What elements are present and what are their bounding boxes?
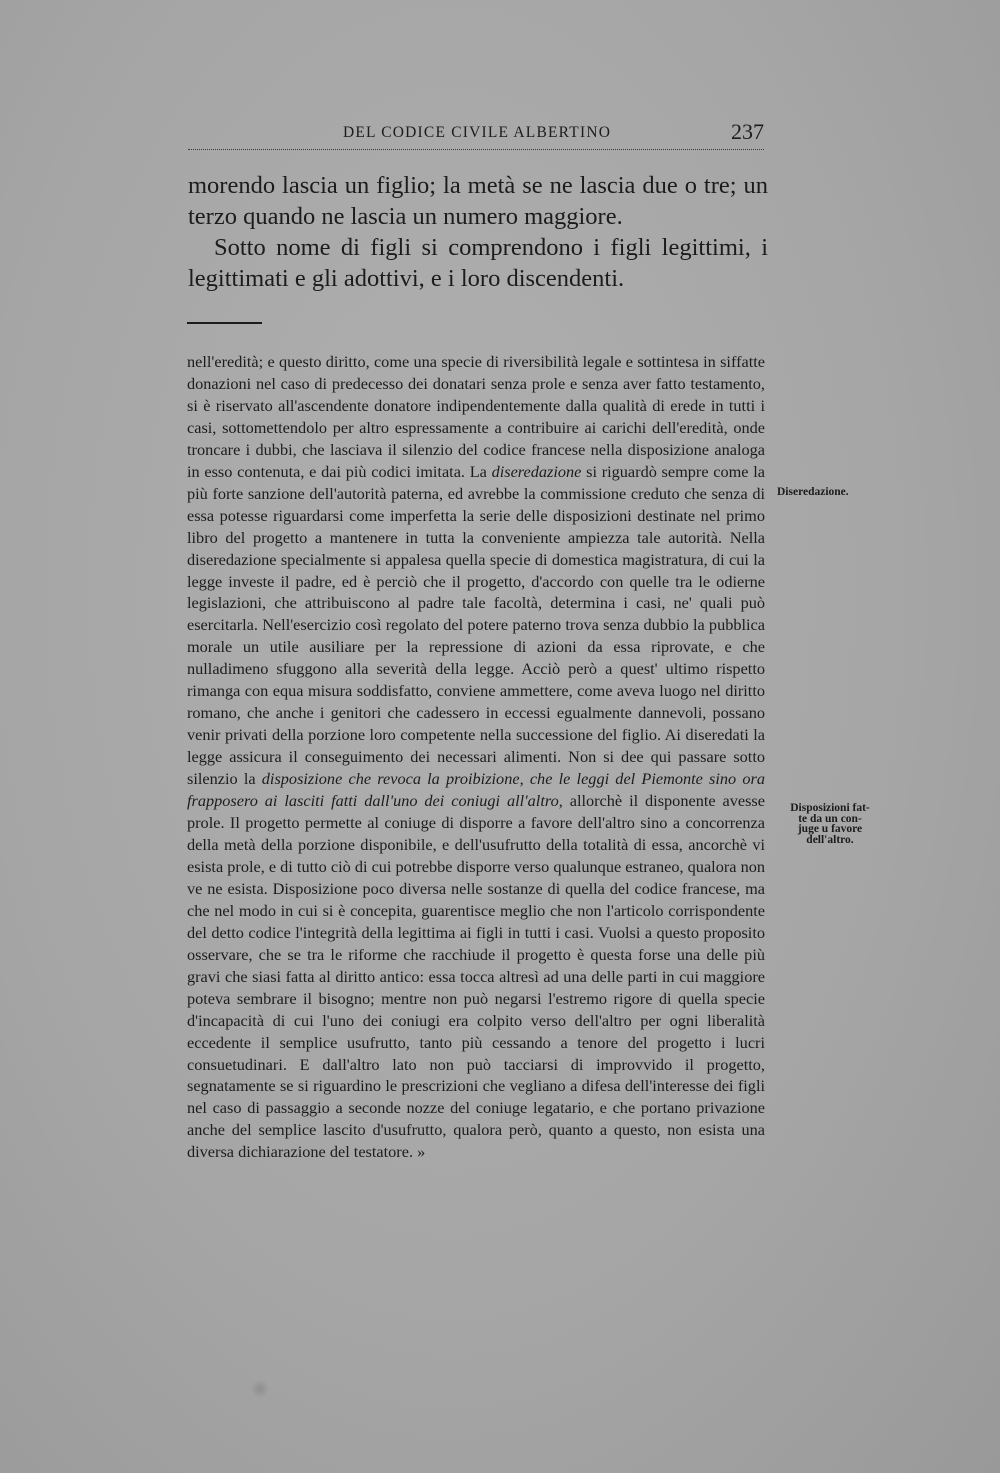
header-rule [188, 149, 764, 150]
footnote-paragraph [187, 351, 765, 1163]
page-number: 237 [731, 119, 764, 144]
body-italic-disposizione: disposizione che revoca la proibizione, che le leggi del Piemonte sino ora frapposero ai lasciti fatti dall'uno dei coniugi all'altro [187, 769, 766, 811]
body-italic-diseredazione: diseredazione [491, 461, 582, 481]
margin-note-line: te da un con- [798, 812, 862, 825]
margin-note-diseredazione: Diseredazione. [777, 486, 849, 498]
lead-paragraph-2: Sotto nome di figli si comprendono i figli legittimi, i legittimati e gli adottivi, e i loro discendenti. [188, 234, 768, 292]
running-title: DEL CODICE CIVILE ALBERTINO [343, 124, 612, 141]
body-segment-1: nell'eredità; e questo diritto, come una specie di riversibilità legale e sottintesa in siffatte donazioni nel caso di predecesso dei donatari senza prole e senza aver fatto testamento, si è riservato all'ascendente donatore indipendentemente dalla qualità di erede in tutti i casi, sottomettendolo per altro espressamente a contribuire ai carichi dell'eredità, onde troncare i dubbi, che lasciava il silenzio del codice francese nella disposizione analoga in esso contenuta, e dai più codici imitata. La [187, 352, 765, 481]
footnote-text [187, 351, 765, 1163]
margin-note-line: dell'altro. [806, 833, 854, 846]
margin-note-line: Disposizioni fat- [790, 802, 870, 814]
margin-note-line: juge u favore [797, 823, 863, 835]
lead-paragraph-1: morendo lascia un figlio; la metà se ne lascia due o tre; un terzo quando ne lascia un numero maggiore. [188, 172, 768, 230]
body-segment-2: si riguardò sempre come la più forte sanzione dell'autorità paterna, ed avrebbe la commissione creduto che senza di essa potesse riguardarsi come imperfetta la serie delle disposizioni destinate nel primo libro del progetto a mantenere in tutta la conveniente ampiezza tale autorità. Nella diseredazione specialmente si appalesa quella specie di domestica magistratura, di cui la legge investe il padre, ed è perciò che il progetto, d'accordo con quelle tra le odierne legislazioni, che attribuiscono al padre tale facoltà, determina i casi, ne' quali può esercitarla. Nell'esercizio così regolato del potere paterno trova senza dubbio la pubblica morale un utile ausiliare per la repressione di azioni da essa riprovate, e che nulladimeno sfuggono alla severità della legge. Acciò però a quest' ultimo rispetto rimanga con equa misura soddisfatto, conviene ammettere, come aveva luogo nel diritto romano, che anche i genitori che cadessero in eccessi egualmente dannevoli, possano venir privati della porzione loro competente nella successione del figlio. Ai diseredati la legge assicura il conseguimento dei necessari alimenti. Non si dee qui passare sotto silenzio la [187, 461, 765, 789]
margin-note-disposizioni [778, 803, 882, 845]
lead-paragraphs [188, 170, 768, 294]
running-head [188, 119, 764, 152]
paper-speck [250, 1380, 270, 1398]
body-segment-3: , allorchè il disponente avesse prole. Il progetto permette al coniuge di disporre a favore dell'altro sino a concorrenza della metà della porzione disponibile, e dell'usufrutto della totalità di essa, ancorchè vi esista prole, e di tutto ciò di cui potrebbe disporre verso qualunque estraneo, qualora non ve ne esista. Disposizione poco diversa nelle sostanze di quella del codice francese, ma che nel modo in cui si è concepita, guarentisce meglio che non l'articolo corrispondente del detto codice l'integrità della legittima ai figli in tutti i casi. Vuolsi a questo proposito osservare, che se tra le riforme che racchiude il progetto è questa forse una delle più gravi che siasi fatta al diritto antico: essa tocca altresì ad una delle parti in cui maggiore poteva sembrare il bisogno; mentre non può negarsi l'estremo rigore di quella specie d'incapacità di cui l'uno dei coniugi era colpito verso dell'altro per ogni liberalità eccedente il semplice usufrutto, tanto più cessando a tenore del progetto i lucri consuetudinari. E dall'altro lato non può tacciarsi di improvvido il progetto, segnatamente se si riguardino le prescrizioni che vegliano a difesa dell'interesse dei figli nel caso di passaggio a seconde nozze del coniuge legatario, e che portano privazione anche del semplice lascito d'usufrutto, qualora però, quanto a questo, non esista una diversa dichiarazione del testatore. » [187, 791, 765, 1162]
separator-rule [187, 322, 262, 324]
